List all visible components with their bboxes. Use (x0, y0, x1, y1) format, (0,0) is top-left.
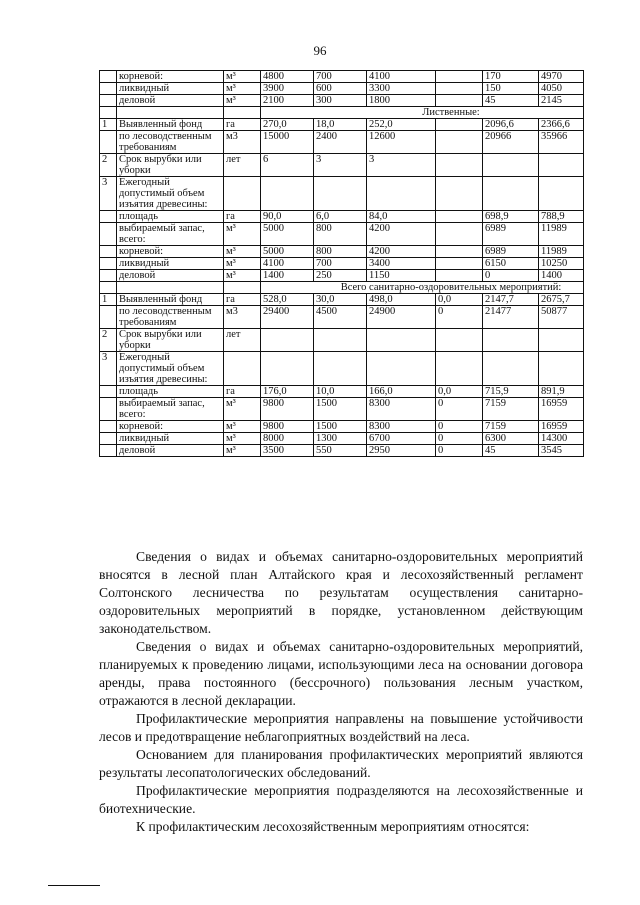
cell-total: 2145 (539, 95, 584, 107)
table-row (100, 421, 584, 433)
cell-row-number (100, 386, 117, 398)
paragraph: Профилактические мероприятия подразделяются на лесохозяйственные и биотехнические. (99, 783, 583, 816)
table-row (100, 95, 584, 107)
cell-row-number (100, 71, 117, 83)
cell-value-3 (367, 177, 436, 211)
cell-value-5 (483, 352, 539, 386)
cell-value-1: 8000 (261, 433, 314, 445)
cell-total: 2675,7 (539, 294, 584, 306)
paragraph: Сведения о видах и объемах санитарно-оздоровительных мероприятий вносятся в лесной план Алтайского края и лесохозяйственный регламент Солтонского лесничества по результатам осуществления санитарно-оздоровительных мероприятий в порядке, установленном действующим законодательством. (99, 549, 583, 636)
cell-value-5 (483, 177, 539, 211)
paragraph: Основанием для планирования профилактических мероприятий являются результаты лесопатологических обследований. (99, 747, 583, 780)
cell-value-4 (436, 211, 483, 223)
table-row (100, 386, 584, 398)
cell-value-3: 3400 (367, 258, 436, 270)
cell-value-5: 715,9 (483, 386, 539, 398)
table-row (100, 258, 584, 270)
cell-value-1: 3500 (261, 445, 314, 457)
cell-value-5: 6989 (483, 246, 539, 258)
cell-indicator: Выявленный фонд (117, 294, 224, 306)
cell-value-2: 3 (314, 154, 367, 177)
cell-indicator: выбираемый запас, всего: (117, 398, 224, 421)
cell-total: 4050 (539, 83, 584, 95)
cell-indicator: корневой: (117, 246, 224, 258)
cell-value-5: 150 (483, 83, 539, 95)
cell-value-2: 6,0 (314, 211, 367, 223)
cell-total: 16959 (539, 398, 584, 421)
cell-unit: м³ (224, 421, 261, 433)
cell-row-number (100, 95, 117, 107)
cell-row-number (100, 131, 117, 154)
cell-value-3: 252,0 (367, 119, 436, 131)
cell-unit: м³ (224, 223, 261, 246)
table-row (100, 329, 584, 352)
cell-value-3: 8300 (367, 398, 436, 421)
cell-value-2: 600 (314, 83, 367, 95)
cell-indicator: ликвидный (117, 258, 224, 270)
cell-value-3: 4200 (367, 246, 436, 258)
cell-value-3: 4100 (367, 71, 436, 83)
cell-total (539, 177, 584, 211)
cell-total: 50877 (539, 306, 584, 329)
cell-value-2 (314, 177, 367, 211)
cell-value-1 (261, 352, 314, 386)
cell-value-2: 700 (314, 258, 367, 270)
table-row (100, 246, 584, 258)
cell-value-3: 12600 (367, 131, 436, 154)
cell-row-number: 3 (100, 177, 117, 211)
cell-value-4 (436, 95, 483, 107)
cell-value-1: 9800 (261, 398, 314, 421)
cell-value-5: 0 (483, 270, 539, 282)
cell-value-4: 0 (436, 421, 483, 433)
cell-indicator: Выявленный фонд (117, 119, 224, 131)
cell-unit (224, 282, 261, 294)
cell-total: 35966 (539, 131, 584, 154)
table-row (100, 270, 584, 282)
cell-value-1: 15000 (261, 131, 314, 154)
cell-value-2: 1300 (314, 433, 367, 445)
cell-indicator: деловой (117, 270, 224, 282)
cell-value-2: 10,0 (314, 386, 367, 398)
cell-indicator: выбираемый запас, всего: (117, 223, 224, 246)
cell-unit: м³ (224, 246, 261, 258)
cell-value-1 (261, 177, 314, 211)
cell-indicator: по лесоводственным требованиям (117, 131, 224, 154)
cell-row-number (100, 83, 117, 95)
cell-value-3: 24900 (367, 306, 436, 329)
cell-value-1: 528,0 (261, 294, 314, 306)
cell-row-number (100, 246, 117, 258)
paragraph: Сведения о видах и объемах санитарно-оздоровительных мероприятий, планируемых к проведению лицами, использующими леса на основании договора аренды, права постоянного (бессрочного) пользования лесным участком, отражаются в лесной декларации. (99, 639, 583, 708)
cell-value-2: 250 (314, 270, 367, 282)
cell-value-2: 4500 (314, 306, 367, 329)
cell-total: 4970 (539, 71, 584, 83)
cell-value-2: 800 (314, 223, 367, 246)
cell-value-4: 0 (436, 445, 483, 457)
cell-value-1: 3900 (261, 83, 314, 95)
cell-value-5: 7159 (483, 421, 539, 433)
cell-indicator: площадь (117, 211, 224, 223)
cell-row-number (100, 258, 117, 270)
cell-total (539, 329, 584, 352)
cell-value-3: 84,0 (367, 211, 436, 223)
cell-value-4 (436, 270, 483, 282)
cell-value-5: 698,9 (483, 211, 539, 223)
cell-value-4: 0,0 (436, 294, 483, 306)
cell-indicator: корневой: (117, 421, 224, 433)
cell-indicator: Срок вырубки или уборки (117, 329, 224, 352)
cell-unit: м3 (224, 131, 261, 154)
cell-value-1: 29400 (261, 306, 314, 329)
cell-value-3: 4200 (367, 223, 436, 246)
cell-value-3: 2950 (367, 445, 436, 457)
cell-total: 11989 (539, 223, 584, 246)
cell-unit: га (224, 386, 261, 398)
cell-indicator: ликвидный (117, 83, 224, 95)
cell-value-2: 1500 (314, 421, 367, 433)
table-row (100, 294, 584, 306)
cell-value-3: 6700 (367, 433, 436, 445)
cell-value-5: 6300 (483, 433, 539, 445)
table-row (100, 306, 584, 329)
cell-value-1: 1400 (261, 270, 314, 282)
cell-value-2: 1500 (314, 398, 367, 421)
cell-value-1: 6 (261, 154, 314, 177)
table-section-header (100, 282, 584, 294)
cell-row-number (100, 282, 117, 294)
cell-value-2: 700 (314, 71, 367, 83)
cell-value-2: 18,0 (314, 119, 367, 131)
cell-value-5: 6150 (483, 258, 539, 270)
cell-value-4 (436, 154, 483, 177)
cell-indicator: Ежегодный допустимый объем изъятия древесины: (117, 177, 224, 211)
cell-value-4 (436, 258, 483, 270)
cell-row-number (100, 433, 117, 445)
cell-value-4: 0 (436, 398, 483, 421)
section-title: Лиственные: (261, 107, 584, 119)
cell-unit: га (224, 294, 261, 306)
paragraph: Профилактические мероприятия направлены на повышение устойчивости лесов и предотвращение неблагоприятных воздействий на леса. (99, 711, 583, 744)
cell-indicator (117, 107, 224, 119)
table-row (100, 445, 584, 457)
cell-value-4 (436, 246, 483, 258)
cell-value-3: 1800 (367, 95, 436, 107)
cell-value-5: 7159 (483, 398, 539, 421)
cell-value-3: 3300 (367, 83, 436, 95)
cell-value-4 (436, 131, 483, 154)
cell-value-4 (436, 329, 483, 352)
cell-value-4 (436, 119, 483, 131)
cell-value-3: 3 (367, 154, 436, 177)
cell-row-number (100, 445, 117, 457)
cell-row-number: 3 (100, 352, 117, 386)
table-row (100, 223, 584, 246)
cell-total: 3545 (539, 445, 584, 457)
cell-value-1: 5000 (261, 223, 314, 246)
cell-value-1: 270,0 (261, 119, 314, 131)
cell-row-number: 2 (100, 154, 117, 177)
cell-unit: м3 (224, 306, 261, 329)
cell-unit: м³ (224, 270, 261, 282)
cell-value-4: 0,0 (436, 386, 483, 398)
cell-value-2 (314, 329, 367, 352)
cell-value-4 (436, 177, 483, 211)
cell-unit: м³ (224, 433, 261, 445)
cell-value-5: 21477 (483, 306, 539, 329)
cell-value-1: 5000 (261, 246, 314, 258)
cell-value-5: 45 (483, 445, 539, 457)
cell-total: 2366,6 (539, 119, 584, 131)
cell-value-5: 2147,7 (483, 294, 539, 306)
cell-value-3: 166,0 (367, 386, 436, 398)
cell-unit: га (224, 211, 261, 223)
cell-row-number (100, 421, 117, 433)
cell-value-2: 300 (314, 95, 367, 107)
cell-row-number: 1 (100, 294, 117, 306)
cell-value-5: 2096,6 (483, 119, 539, 131)
cell-value-2: 30,0 (314, 294, 367, 306)
cell-row-number (100, 211, 117, 223)
cell-value-1: 9800 (261, 421, 314, 433)
cell-total: 14300 (539, 433, 584, 445)
cell-row-number: 2 (100, 329, 117, 352)
cell-indicator: Срок вырубки или уборки (117, 154, 224, 177)
table-section-header (100, 107, 584, 119)
cell-row-number (100, 270, 117, 282)
cell-indicator: по лесоводственным требованиям (117, 306, 224, 329)
cell-indicator: деловой (117, 95, 224, 107)
cell-value-1 (261, 329, 314, 352)
cell-total (539, 154, 584, 177)
cell-total: 11989 (539, 246, 584, 258)
cell-unit (224, 352, 261, 386)
cell-value-2: 800 (314, 246, 367, 258)
table-row (100, 154, 584, 177)
cell-value-5 (483, 154, 539, 177)
cell-row-number (100, 306, 117, 329)
cell-total: 1400 (539, 270, 584, 282)
cell-value-5: 45 (483, 95, 539, 107)
cell-value-1: 4100 (261, 258, 314, 270)
forest-measures-table (99, 70, 584, 457)
table-row (100, 83, 584, 95)
table-row (100, 71, 584, 83)
cell-total (539, 352, 584, 386)
table-row (100, 131, 584, 154)
cell-unit: м³ (224, 258, 261, 270)
cell-value-4 (436, 71, 483, 83)
cell-unit: га (224, 119, 261, 131)
cell-unit: м³ (224, 83, 261, 95)
cell-indicator: деловой (117, 445, 224, 457)
table-row (100, 433, 584, 445)
cell-value-4 (436, 223, 483, 246)
cell-value-5: 20966 (483, 131, 539, 154)
cell-value-2 (314, 352, 367, 386)
cell-indicator: площадь (117, 386, 224, 398)
cell-value-5 (483, 329, 539, 352)
cell-indicator (117, 282, 224, 294)
cell-total: 891,9 (539, 386, 584, 398)
cell-total: 10250 (539, 258, 584, 270)
cell-unit: лет (224, 329, 261, 352)
cell-value-1: 90,0 (261, 211, 314, 223)
cell-row-number (100, 223, 117, 246)
cell-row-number (100, 107, 117, 119)
cell-indicator: корневой: (117, 71, 224, 83)
cell-unit: лет (224, 154, 261, 177)
table-row (100, 119, 584, 131)
cell-indicator: ликвидный (117, 433, 224, 445)
cell-indicator: Ежегодный допустимый объем изъятия древесины: (117, 352, 224, 386)
cell-unit: м³ (224, 71, 261, 83)
cell-value-2: 550 (314, 445, 367, 457)
cell-value-5: 170 (483, 71, 539, 83)
cell-unit (224, 107, 261, 119)
cell-row-number (100, 398, 117, 421)
cell-value-4: 0 (436, 306, 483, 329)
cell-row-number: 1 (100, 119, 117, 131)
cell-value-1: 176,0 (261, 386, 314, 398)
cell-total: 16959 (539, 421, 584, 433)
cell-total: 788,9 (539, 211, 584, 223)
section-title: Всего санитарно-оздоровительных мероприятий: (261, 282, 584, 294)
cell-value-3: 1150 (367, 270, 436, 282)
cell-unit: м³ (224, 398, 261, 421)
cell-unit (224, 177, 261, 211)
cell-value-3 (367, 329, 436, 352)
cell-value-1: 4800 (261, 71, 314, 83)
cell-value-3 (367, 352, 436, 386)
cell-value-5: 6989 (483, 223, 539, 246)
cell-value-2: 2400 (314, 131, 367, 154)
cell-value-1: 2100 (261, 95, 314, 107)
cell-value-4: 0 (436, 433, 483, 445)
table-row (100, 177, 584, 211)
paragraph: К профилактическим лесохозяйственным мероприятиям относятся: (136, 819, 530, 834)
table-row (100, 352, 584, 386)
cell-unit: м³ (224, 95, 261, 107)
cell-value-3: 8300 (367, 421, 436, 433)
footnote-rule (48, 885, 100, 886)
table-row (100, 398, 584, 421)
table-row (100, 211, 584, 223)
cell-value-4 (436, 352, 483, 386)
cell-unit: м³ (224, 445, 261, 457)
cell-value-4 (436, 83, 483, 95)
table-body (100, 71, 584, 457)
page-number: 96 (313, 43, 327, 58)
cell-value-3: 498,0 (367, 294, 436, 306)
body-text (99, 548, 583, 836)
